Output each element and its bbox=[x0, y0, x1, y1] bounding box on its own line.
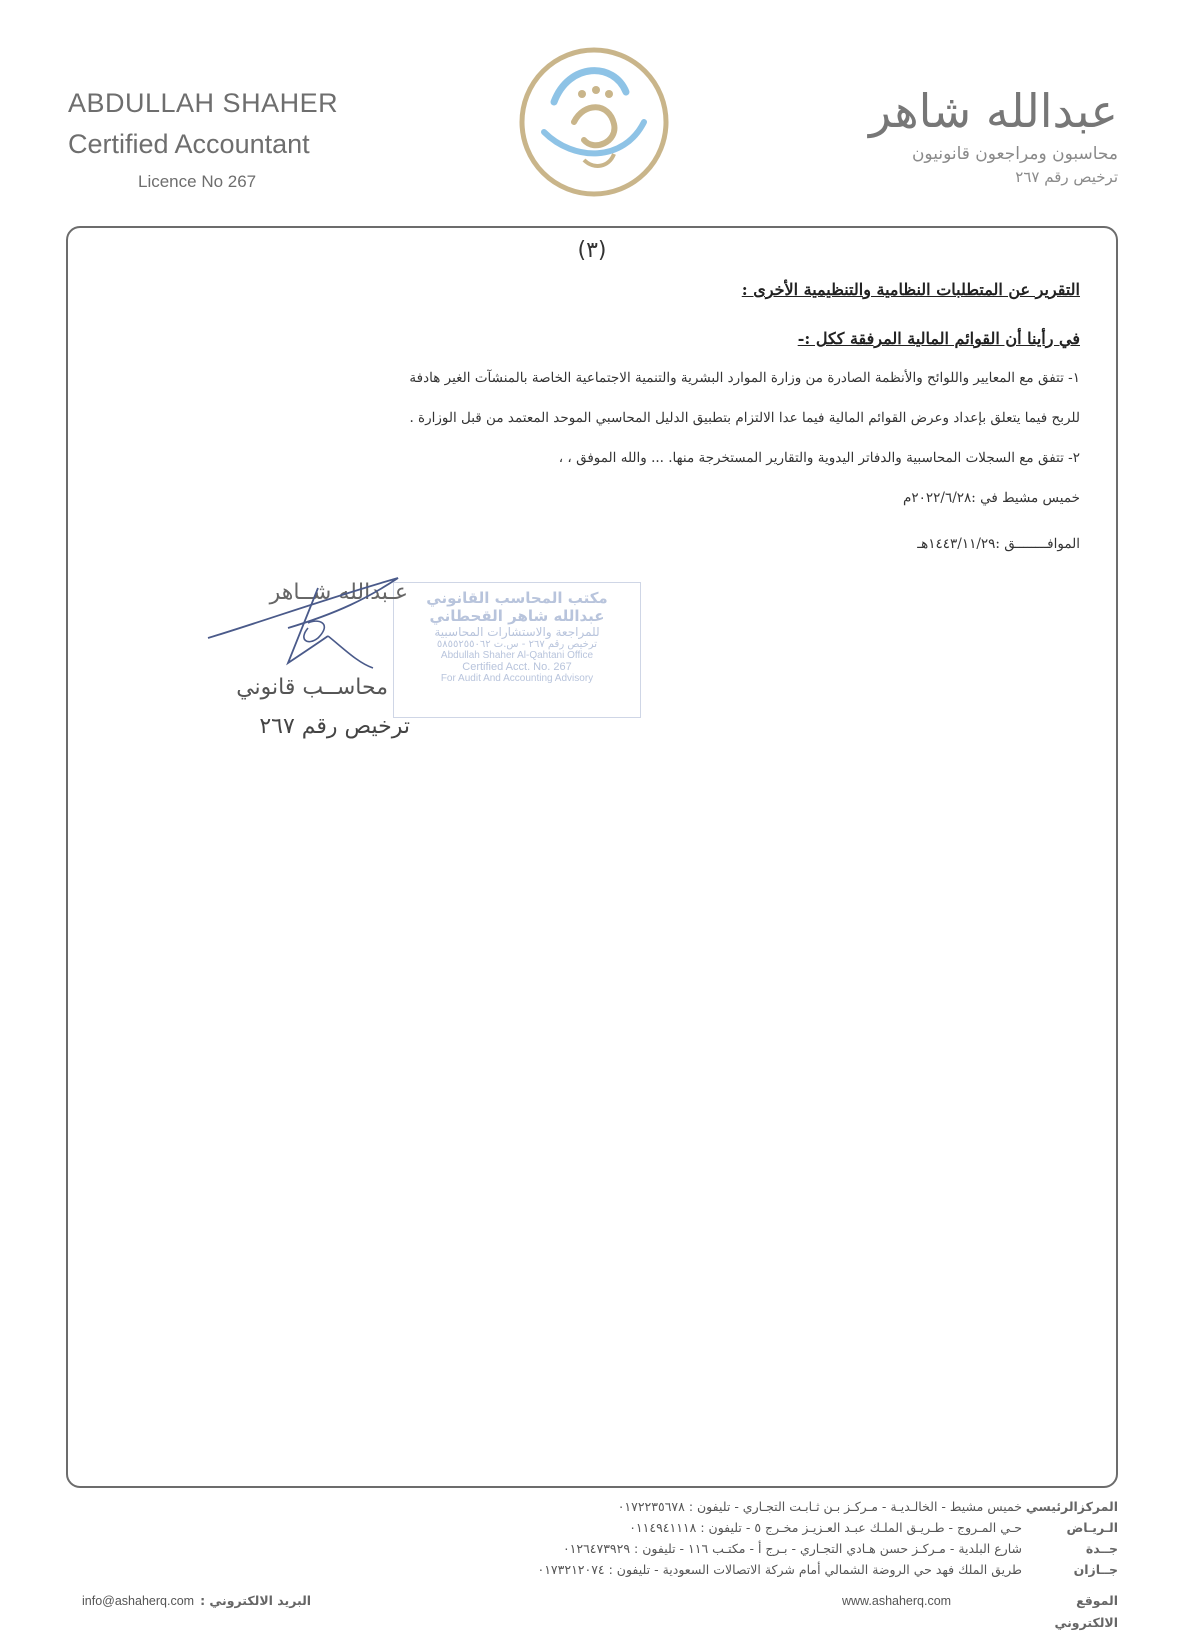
english-letterhead bbox=[68, 88, 338, 192]
website-link[interactable]: www.ashaherq.com bbox=[842, 1594, 952, 1608]
date-gregorian: خميس مشيط في :٢٠٢٢/٦/٢٨م bbox=[903, 490, 1080, 506]
website-label: الموقع الالكتروني bbox=[1054, 1593, 1118, 1630]
stamp-line: Certified Acct. No. 267 bbox=[462, 661, 572, 673]
firm-subtitle-arabic: محاسبون ومراجعون قانونيون bbox=[911, 144, 1118, 164]
stamp-line: مكتب المحاسب القانوني bbox=[426, 589, 608, 607]
arabic-letterhead bbox=[869, 84, 1118, 186]
signatory-licence: ترخيص رقم ٢٦٧ bbox=[259, 714, 410, 739]
stamp-line: للمراجعة والاستشارات المحاسبية bbox=[434, 625, 600, 639]
licence-number-arabic: ترخيص رقم ٢٦٧ bbox=[1015, 168, 1118, 186]
footer-address: خميس مشيط - الخالـديـة - مـركـز بـن ثـابـت التجـاري - تليفون : ٠١٧٢٢٣٥٦٧٨ bbox=[617, 1499, 1022, 1514]
point-1-line-1: ١- تتفق مع المعايير واللوائح والأنظمة الصادرة من وزارة الموارد البشرية والتنمية الاجتماعية الخاصة بالمنشآت الغير هادفة bbox=[409, 370, 1080, 386]
stamp-line: عبدالله شاهر القحطاني bbox=[429, 607, 605, 625]
firm-logo-icon bbox=[514, 42, 674, 202]
stamp-line: Abdullah Shaher Al-Qahtani Office bbox=[440, 650, 594, 661]
footer-label: جــدة bbox=[1085, 1541, 1118, 1556]
footer-row-riyadh bbox=[82, 1517, 1118, 1538]
handwritten-signature-icon bbox=[168, 568, 408, 678]
footer-address: طريق الملك فهد حي الروضة الشمالي أمام شركة الاتصالات السعودية - تليفون : ٠١٧٣٢١٢٠٧٤ bbox=[537, 1562, 1022, 1577]
signatory-name: عـبدالله شــاهر bbox=[269, 580, 408, 605]
firm-name-english: ABDULLAH SHAHER bbox=[68, 88, 339, 118]
date-hijri: الموافــــــــق :١٤٤٣/١١/٢٩هـ bbox=[917, 536, 1080, 552]
stamp-line: For Audit And Accounting Advisory bbox=[440, 673, 594, 684]
footer-label: الـريـاض bbox=[1066, 1520, 1118, 1535]
footer-label: المركزالرئيسي bbox=[1025, 1499, 1118, 1514]
footer-row-jazan bbox=[82, 1559, 1118, 1580]
licence-number-english: Licence No 267 bbox=[138, 172, 257, 191]
office-stamp bbox=[393, 582, 641, 718]
heading-opinion: في رأينا أن القوائم المالية المرفقة ككل :- bbox=[797, 329, 1080, 348]
report-frame bbox=[66, 226, 1118, 1488]
email-label: البريد الالكتروني : bbox=[200, 1593, 312, 1608]
footer-row-jeddah bbox=[82, 1538, 1118, 1559]
footer-address: حـي المـروج - طـريـق الملـك عبـد العـزيـز مخـرج ٥ - تليفون : ٠١١٤٩٤١١١٨ bbox=[629, 1520, 1022, 1535]
footer-row-head-office bbox=[82, 1496, 1118, 1517]
point-1-line-2: للربح فيما يتعلق بإعداد وعرض القوائم المالية فيما عدا الالتزام بتطبيق الدليل المحاسبي الموحد المعتمد من قبل الوزارة . bbox=[409, 410, 1080, 426]
footer-addresses bbox=[82, 1496, 1118, 1630]
report-body bbox=[128, 280, 1080, 564]
signatory-title: محاســب قانوني bbox=[236, 675, 388, 700]
firm-title-english: Certified Accountant bbox=[68, 129, 310, 159]
footer-address: شارع البلدية - مـركـز حسن هـادي التجـاري - بـرج أ - مكتـب ١١٦ - تليفون : ٠١٢٦٤٧٣٩٢٩ bbox=[562, 1541, 1022, 1556]
stamp-line: ترخيص رقم ٢٦٧ - س.ت ٥٨٥٥٢٥٥٠٦٢ bbox=[436, 639, 598, 650]
firm-name-arabic: عبدالله شاهر bbox=[869, 84, 1118, 138]
footer-label: جــازان bbox=[1073, 1562, 1118, 1577]
page-number: (٣) bbox=[577, 238, 607, 263]
heading-regulatory-requirements: التقرير عن المتطلبات النظامية والتنظيمية الأخرى : bbox=[741, 280, 1080, 299]
email-link[interactable]: info@ashaherq.com bbox=[82, 1594, 195, 1608]
point-2: ٢- تتفق مع السجلات المحاسبية والدفاتر اليدوية والتقارير المستخرجة منها. ... والله الموفق ، ، bbox=[558, 450, 1080, 466]
footer-contact-row bbox=[82, 1590, 1118, 1630]
